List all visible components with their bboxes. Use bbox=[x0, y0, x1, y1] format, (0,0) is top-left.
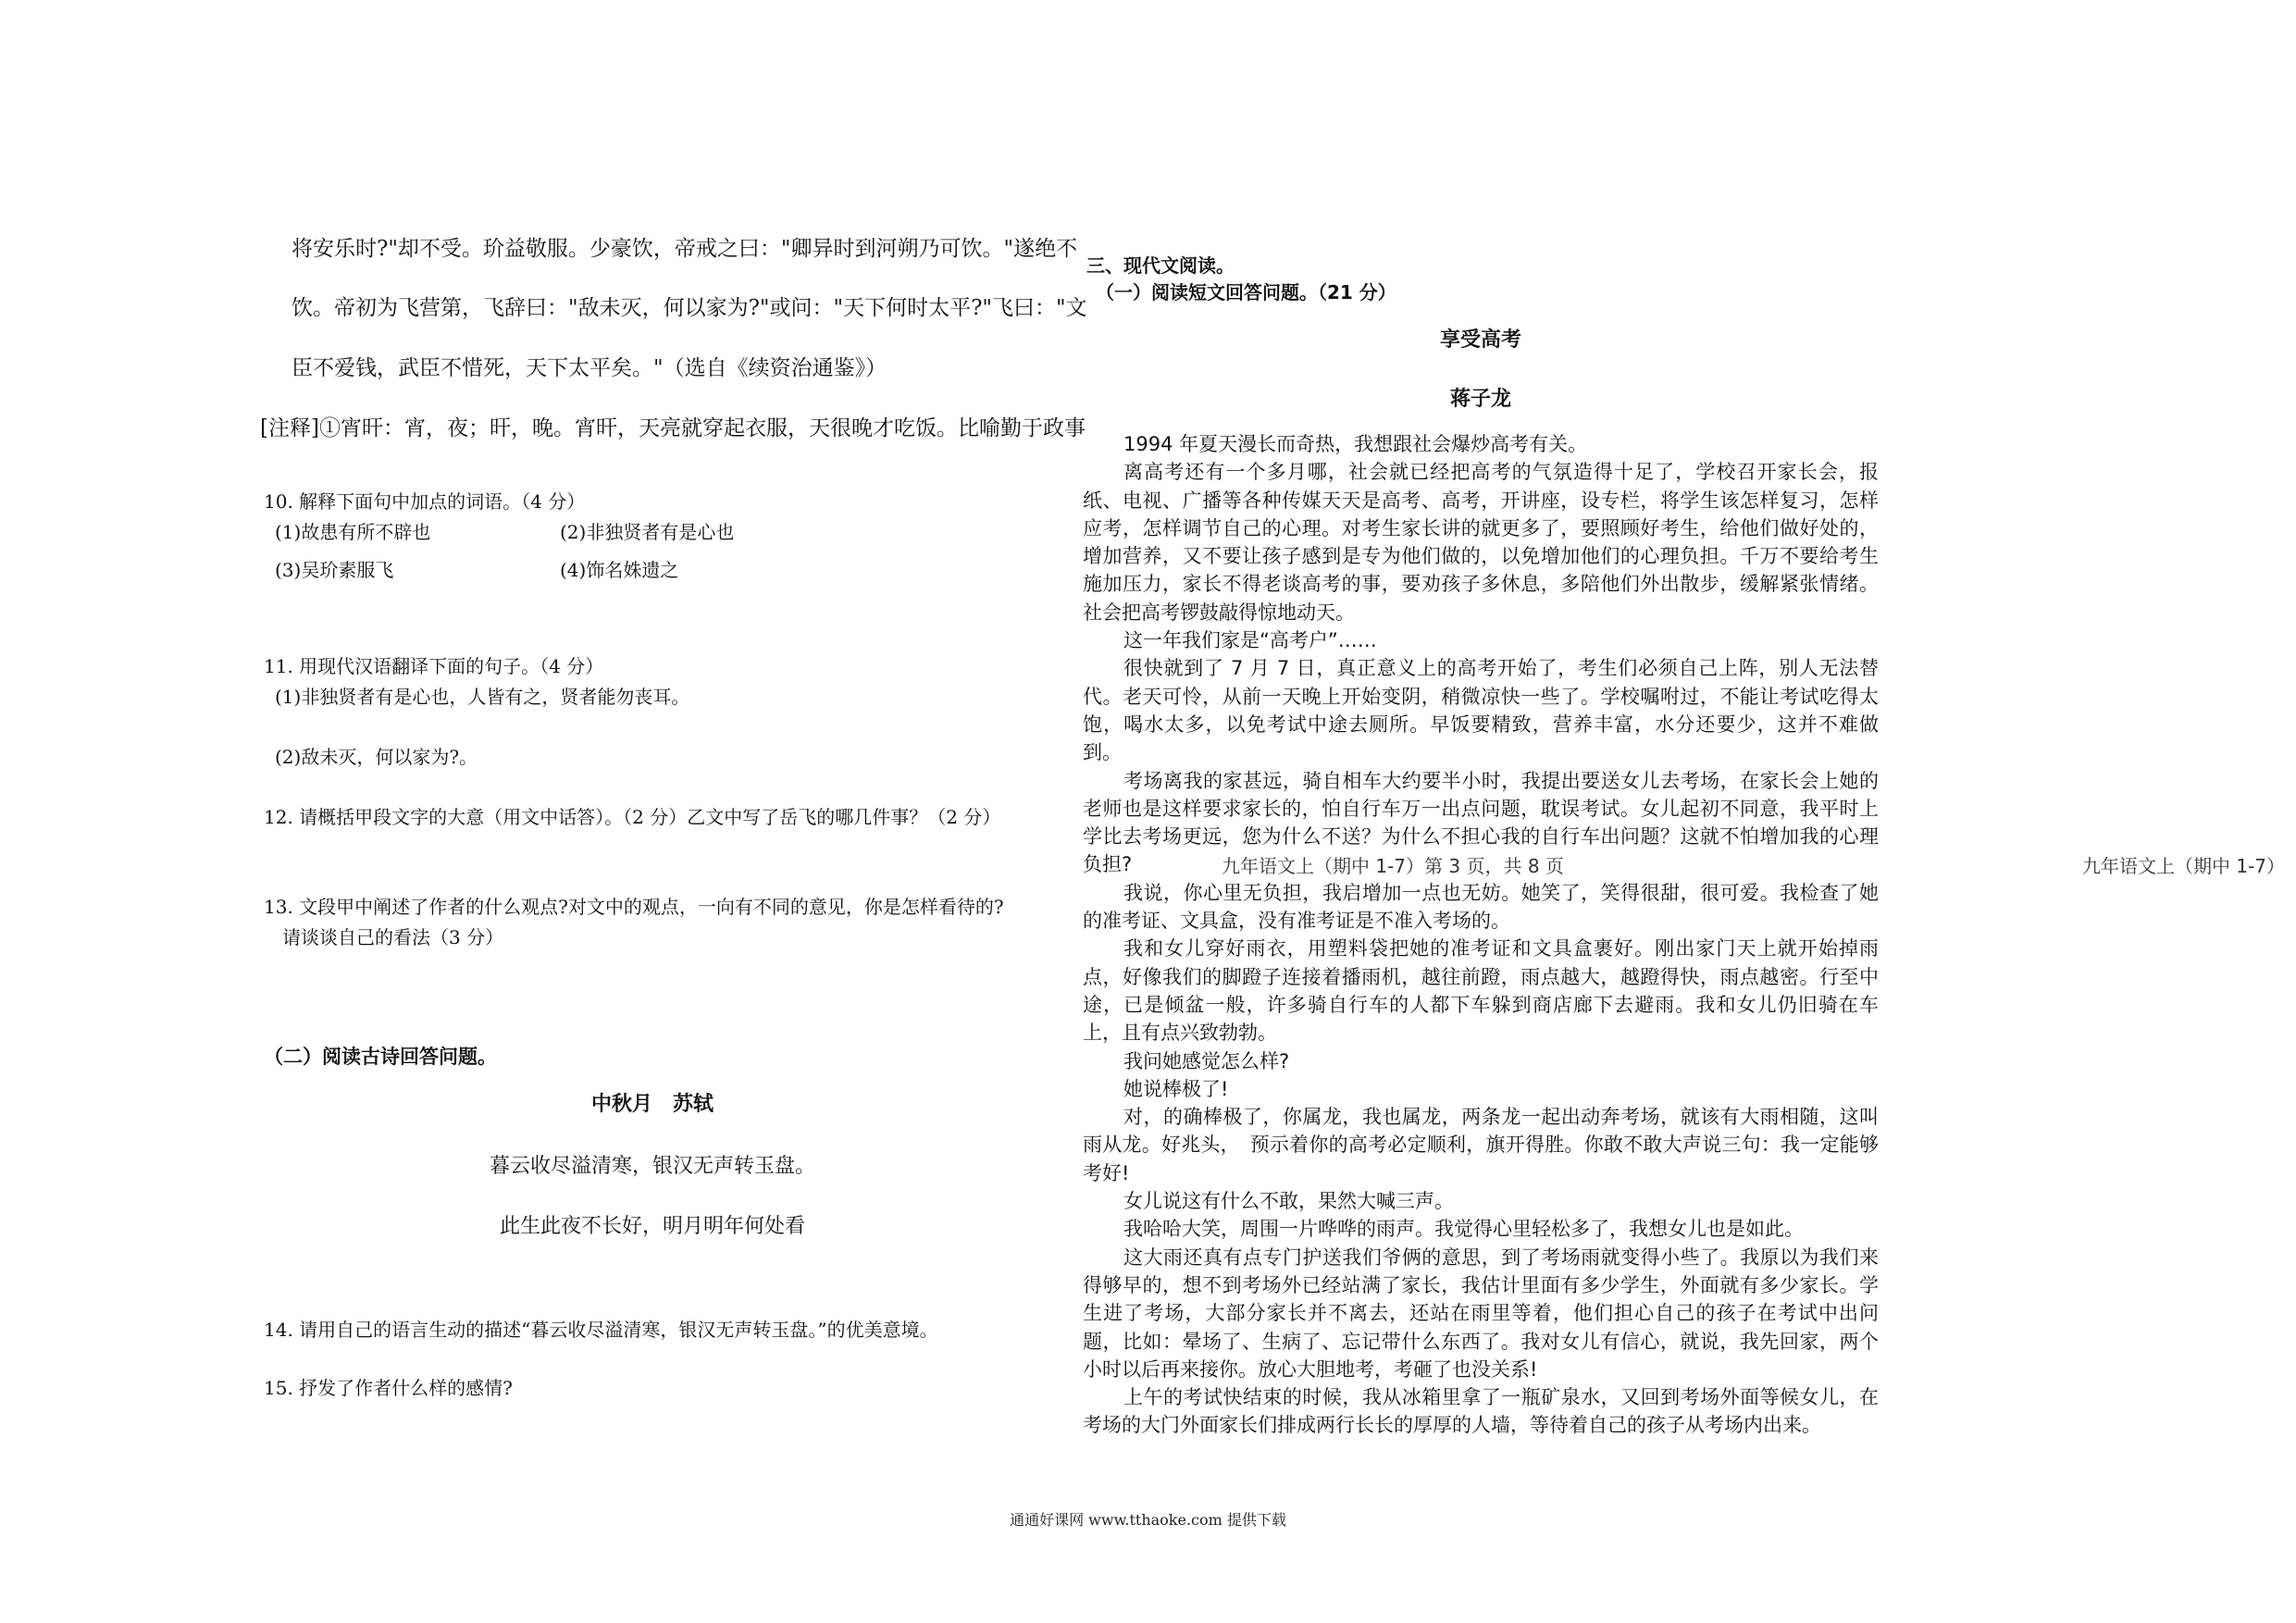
question-10-title: 10. 解释下面句中加点的词语。（4 分） bbox=[264, 490, 586, 513]
article-author: 蒋子龙 bbox=[1449, 388, 1511, 411]
article-paragraph: 考场离我的家甚远，骑自相车大约要半小时，我提出要送女儿去考场，在家长会上她的老师也是这样要求家长的，怕自行车万一出点问题，耽误考试。女儿起初不同意，我平时上学比去考场更远，您为什么不送？为什么不担心我的自行车出问题？这就不怕增加我的心理负担? bbox=[1083, 769, 1879, 876]
question-11-item-2: (2)敌未灭，何以家为?。 bbox=[275, 746, 478, 768]
question-13-line-1: 13. 文段甲中阐述了作者的什么观点?对文中的观点，一向有不同的意见，你是怎样看待的? bbox=[264, 896, 1004, 918]
question-10-item-1: (1)故患有所不辟也 bbox=[275, 521, 431, 543]
page-header-overlay: 九年语文上（期中 1-7）第 3 页，共 8 页 bbox=[1222, 855, 1564, 877]
article-paragraph: 很快就到了 7 月 7 日，真正意义上的高考开始了，考生们必须自己上阵，别人无法替代。老天可怜，从前一天晚上开始变阴，稍微凉快一些了。学校嘱咐过，不能让考试吃得太饱，喝水太多，以免考试中途去厕所。早饭要精致，营养丰富，水分还要少，这并不难做到。 bbox=[1083, 657, 1879, 764]
question-14: 14. 请用自己的语言生动的描述“暮云收尽溢清寒，银汉无声转玉盘。”的优美意境。 bbox=[264, 1319, 938, 1341]
classical-text-line-3: 臣不爱钱，武臣不惜死，天下太平矣。"（选自《续资治通鉴》） bbox=[292, 356, 887, 380]
question-13-line-2: 请谈谈自己的看法（3 分） bbox=[282, 926, 504, 948]
footer-credit: 通通好课网 www.tthaoke.com 提供下载 bbox=[1010, 1511, 1286, 1529]
classical-text-line-1: 将安乐时?"却不受。玠益敬服。少豪饮，帝戒之曰："卿异时到河朔乃可饮。"遂绝不 bbox=[292, 237, 1078, 261]
article-paragraph: 她说棒极了! bbox=[1123, 1077, 1229, 1100]
annotation-note: [注释]①宵旰：宵，夜；旰，晚。宵旰，天亮就穿起衣服，天很晚才吃饭。比喻勤于政事 bbox=[260, 416, 1086, 440]
subsection-heading: （一）阅读短文回答问题。（21 分） bbox=[1096, 281, 1396, 304]
article-paragraph: 我问她感觉怎么样? bbox=[1123, 1049, 1290, 1072]
article-paragraph: 对，的确棒极了，你属龙，我也属龙，两条龙一起出动奔考场，就该有大雨相随，这叫雨从龙。好兆头， 预示着你的高考必定顺利，旗开得胜。你敢不敢大声说三句：我一定能够考好! bbox=[1083, 1106, 1879, 1184]
article-body bbox=[1083, 430, 1879, 1440]
article-paragraph: 离高考还有一个多月哪，社会就已经把高考的气氛造得十足了，学校召开家长会，报纸、电视、广播等各种传媒天天是高考、高考，开讲座，设专栏，将学生该怎样复习，怎样应考，怎样调节自己的心理。对考生家长讲的就更多了，要照顾好考生，给他们做好处的，增加营养，又不要让孩子感到是专为他们做的，以免增加他们的心理负担。千万不要给考生施加压力，家长不得老谈高考的事，要劝孩子多休息，多陪他们外出散步，缓解紧张情绪。社会把高考锣鼓敲得惊地动天。 bbox=[1083, 461, 1879, 624]
page-header-overlay-2: 九年语文上（期中 1-7） bbox=[2082, 855, 2286, 877]
article-paragraph: 我说，你心里无负担，我启增加一点也无妨。她笑了，笑得很甜，很可爱。我检查了她的准考证、文具盒，没有准考证是不准入考场的。 bbox=[1083, 881, 1879, 933]
question-15: 15. 抒发了作者什么样的感情? bbox=[264, 1377, 513, 1399]
article-paragraph: 女儿说这有什么不敢，果然大喊三声。 bbox=[1123, 1190, 1454, 1213]
article-paragraph: 这大雨还真有点专门护送我们爷俩的意思，到了考场雨就变得小些了。我原以为我们来得够早的，想不到考场外已经站满了家长，我估计里面有多少学生，外面就有多少家长。学生进了考场，大部分家长并不离去，还站在雨里等着，他们担心自己的孩子在考试中出问题，比如：晕场了、生病了、忘记带什么东西了。我对女儿有信心，就说，我先回家，两个小时以后再来接你。放心大胆地考，考砸了也没关系! bbox=[1083, 1245, 1879, 1381]
poem-line-2: 此生此夜不长好，明月明年何处看 bbox=[499, 1215, 805, 1238]
question-11-item-1: (1)非独贤者有是心也，人皆有之，贤者能勿丧耳。 bbox=[275, 686, 690, 708]
article-paragraph: 上午的考试快结束的时候，我从冰箱里拿了一瓶矿泉水，又回到考场外面等候女儿，在考场的大门外面家长们排成两行长长的厚厚的人墙，等待着自己的孩子从考场内出来。 bbox=[1083, 1386, 1879, 1437]
classical-text-line-2: 饮。帝初为飞营第，飞辞曰："敌未灭，何以家为?"或问："天下何时太平?"飞曰："文 bbox=[292, 296, 1087, 320]
question-12: 12. 请概括甲段文字的大意（用文中话答）。（2 分）乙文中写了岳飞的哪几件事？（2 分） bbox=[264, 806, 1001, 828]
question-10-item-2: (2)非独贤者有是心也 bbox=[560, 521, 735, 543]
article-paragraph: 1994 年夏天漫长而奇热，我想跟社会爆炒高考有关。 bbox=[1123, 433, 1588, 455]
article-paragraph: 这一年我们家是“高考户”…… bbox=[1123, 629, 1377, 652]
question-11-title: 11. 用现代汉语翻译下面的句子。（4 分） bbox=[264, 655, 604, 677]
article-paragraph: 我哈哈大笑，周围一片哗哗的雨声。我觉得心里轻松多了，我想女儿也是如此。 bbox=[1123, 1218, 1804, 1241]
question-10-item-4: (4)饰名姝遗之 bbox=[560, 559, 679, 581]
article-title: 享受高考 bbox=[1439, 328, 1521, 352]
section-2-heading: （二）阅读古诗回答问题。 bbox=[264, 1046, 497, 1068]
poem-title: 中秋月 苏轼 bbox=[590, 1093, 714, 1116]
section-3-heading: 三、现代文阅读。 bbox=[1086, 254, 1235, 277]
question-10-item-3: (3)吴玠素服飞 bbox=[275, 559, 394, 581]
poem-line-1: 暮云收尽溢清寒，银汉无声转玉盘。 bbox=[489, 1155, 815, 1178]
article-paragraph: 我和女儿穿好雨衣，用塑料袋把她的准考证和文具盒裹好。刚出家门天上就开始掉雨点，好像我们的脚蹬子连接着播雨机，越往前蹬，雨点越大，越蹬得快，雨点越密。行至中途，已是倾盆一般，许多骑自行车的人都下车躲到商店廊下去避雨。我和女儿仍旧骑在车上，且有点兴致勃勃。 bbox=[1083, 937, 1879, 1045]
